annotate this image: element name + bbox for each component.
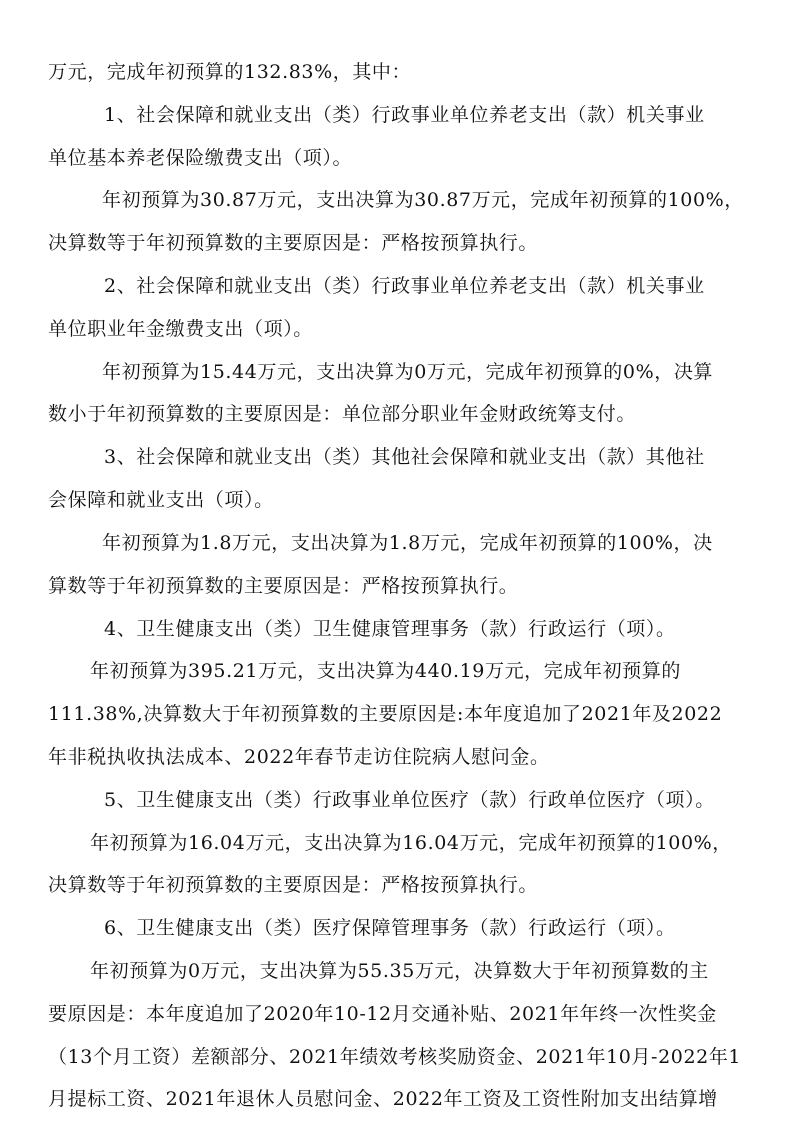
text-line: 年初预算为16.04万元，支出决算为16.04万元，完成年初预算的100%，: [90, 832, 732, 854]
text-line: 2、社会保障和就业支出（类）行政事业单位养老支出（款）机关事业: [104, 275, 705, 297]
text-line: 1、社会保障和就业支出（类）行政事业单位养老支出（款）机关事业: [104, 104, 705, 126]
text-line: 月提标工资、2021年退休人员慰问金、2022年工资及工资性附加支出结算增: [48, 1088, 718, 1110]
text-line: （13个月工资）差额部分、2021年绩效考核奖励资金、2021年10月-2022年1: [48, 1046, 742, 1068]
text-line: 数小于年初预算数的主要原因是：单位部分职业年金财政统筹支付。: [48, 403, 637, 425]
text-line: 万元，完成年初预算的132.83%，其中：: [48, 61, 412, 83]
text-line: 6、卫生健康支出（类）医疗保障管理事务（款）行政运行（项）。: [104, 917, 676, 939]
text-line: 4、卫生健康支出（类）卫生健康管理事务（款）行政运行（项）。: [104, 618, 676, 640]
text-line: 年非税执收执法成本、2022年春节走访住院病人慰问金。: [48, 746, 550, 768]
text-line: 决算数等于年初预算数的主要原因是：严格按预算执行。: [48, 874, 539, 896]
text-line: 年初预算为15.44万元，支出决算为0万元，完成年初预算的0%，决算: [102, 361, 714, 383]
text-line: 3、社会保障和就业支出（类）其他社会保障和就业支出（款）其他社: [104, 446, 705, 468]
text-line: 年初预算为1.8万元，支出决算为1.8万元，完成年初预算的100%，决: [102, 532, 713, 554]
text-line: 年初预算为0万元，支出决算为55.35万元，决算数大于年初预算数的主: [90, 960, 709, 982]
text-line: 决算数等于年初预算数的主要原因是：严格按预算执行。: [48, 232, 539, 254]
text-line: 会保障和就业支出（项）。: [48, 489, 274, 511]
text-line: 5、卫生健康支出（类）行政事业单位医疗（款）行政单位医疗（项）。: [104, 789, 715, 811]
text-line: 要原因是：本年度追加了2020年10-12月交通补贴、2021年年终一次性奖金: [48, 1003, 717, 1025]
text-line: 年初预算为30.87万元，支出决算为30.87万元，完成年初预算的100%，: [102, 189, 744, 211]
text-line: 算数等于年初预算数的主要原因是：严格按预算执行。: [48, 575, 519, 597]
text-line: 111.38%,决算数大于年初预算数的主要原因是:本年度追加了2021年及2022: [48, 703, 723, 725]
text-line: 年初预算为395.21万元，支出决算为440.19万元，完成年初预算的: [90, 660, 681, 682]
text-line: 单位职业年金缴费支出（项）。: [48, 318, 313, 340]
text-line: 单位基本养老保险缴费支出（项）。: [48, 147, 353, 169]
